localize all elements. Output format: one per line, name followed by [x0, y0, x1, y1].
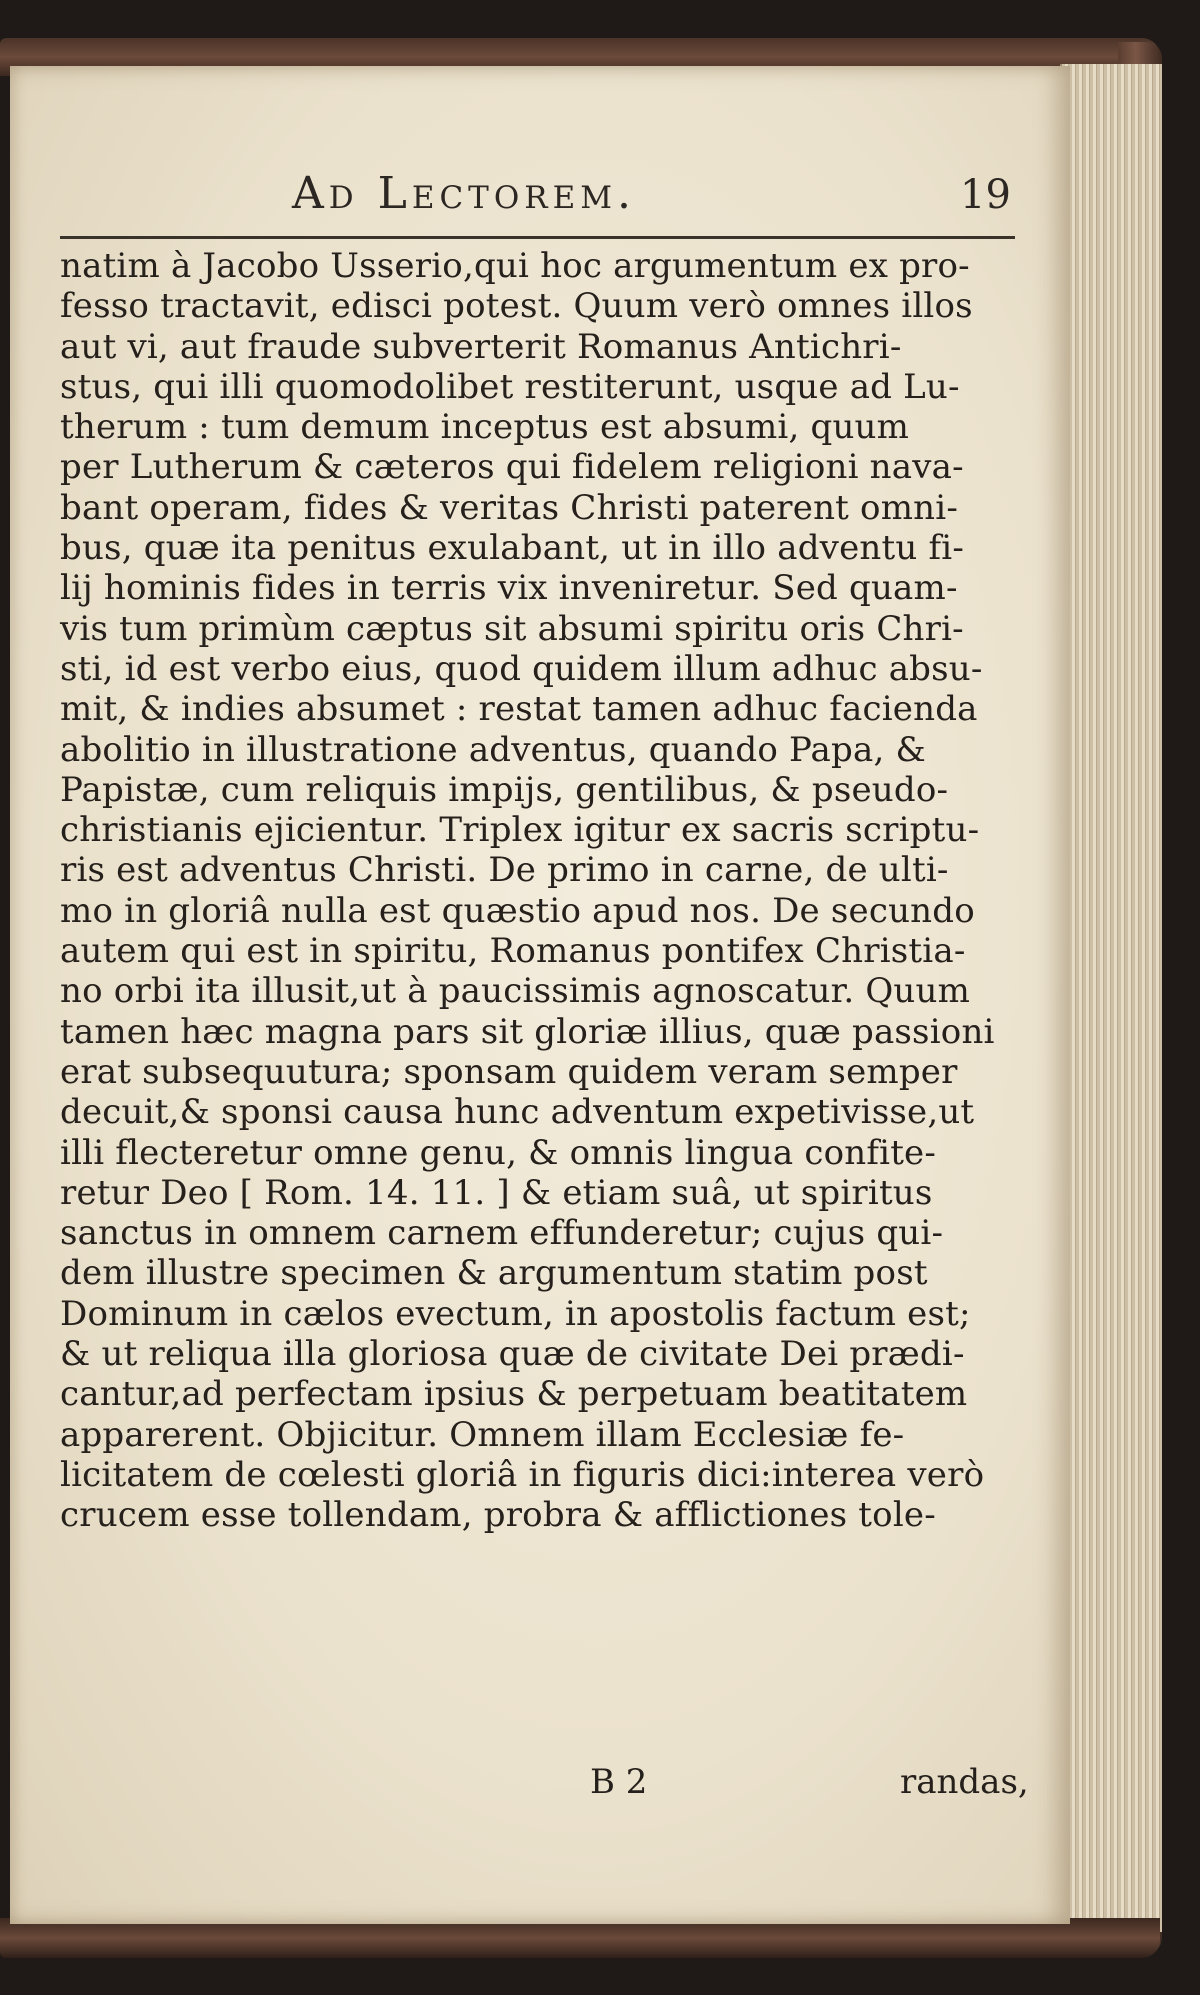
- text-line: per Lutherum & cæteros qui fidelem religioni nava-: [60, 447, 964, 488]
- header-rule: [60, 236, 1015, 239]
- text-line: bant operam, fides & veritas Christi paterent omni-: [60, 487, 959, 528]
- text-line: christianis ejicientur. Triplex igitur ex sacris scriptu-: [60, 810, 980, 851]
- text-line: cantur,ad perfectam ipsius & perpetuam beatitatem: [60, 1374, 968, 1415]
- text-line: & ut reliqua illa gloriosa quæ de civitate Dei prædi-: [60, 1334, 965, 1375]
- text-line: stus, qui illi quomodolibet restiterunt, usque ad Lu-: [60, 366, 960, 407]
- text-line: natim à Jacobo Usserio,qui hoc argumentum ex pro-: [60, 246, 970, 286]
- text-line: bus, quæ ita penitus exulabant, ut in illo adventu fi-: [60, 528, 965, 569]
- text-line: therum : tum demum inceptus est absumi, quum: [60, 407, 910, 448]
- catchword: randas,: [900, 1762, 1029, 1802]
- text-line: apparerent. Objicitur. Omnem illam Ecclesiæ fe-: [60, 1414, 905, 1455]
- text-line: illi flecteretur omne genu, & omnis lingua confite-: [60, 1132, 937, 1173]
- text-line: sanctus in omnem carnem effunderetur; cujus qui-: [60, 1213, 944, 1254]
- signature-mark: B 2: [590, 1762, 648, 1802]
- text-line: retur Deo [ Rom. 14. 11. ] & etiam suâ, ut spiritus: [60, 1172, 933, 1213]
- text-line: abolitio in illustratione adventus, quando Papa, &: [60, 729, 926, 770]
- text-line: ris est adventus Christi. De primo in carne, de ulti-: [60, 850, 949, 891]
- running-head: Ad Lectorem.: [292, 168, 636, 219]
- text-line: Papistæ, cum reliquis impijs, gentilibus, & pseudo-: [60, 769, 949, 810]
- text-line: tamen hæc magna pars sit gloriæ illius, quæ passioni: [60, 1011, 995, 1052]
- text-line: erat subsequutura; sponsam quidem veram semper: [60, 1051, 958, 1092]
- text-line: sti, id est verbo eius, quod quidem illum adhuc absu-: [60, 648, 983, 689]
- text-line: crucem esse tollendam, probra & afflictiones tole-: [60, 1495, 936, 1536]
- text-line: autem qui est in spiritu, Romanus pontifex Christia-: [60, 931, 966, 972]
- page-edges: [1060, 64, 1162, 1932]
- text-line: no orbi ita illusit,ut à paucissimis agnoscatur. Quum: [60, 971, 971, 1012]
- body-text: [60, 246, 1045, 1536]
- book-cover-bottom: [0, 1918, 1160, 1958]
- text-line: aut vi, aut fraude subverterit Romanus Antichri-: [60, 326, 902, 367]
- text-line: dem illustre specimen & argumentum statim post: [60, 1253, 928, 1294]
- text-line: decuit,& sponsi causa hunc adventum expetivisse,ut: [60, 1092, 975, 1133]
- text-line: lij hominis fides in terris vix inveniretur. Sed quam-: [60, 568, 958, 609]
- text-line: fesso tractavit, edisci potest. Quum verò omnes illos: [60, 286, 973, 327]
- text-line: mo in gloriâ nulla est quæstio apud nos. De secundo: [60, 890, 975, 931]
- text-line: Dominum in cælos evectum, in apostolis factum est;: [60, 1293, 971, 1334]
- text-line: vis tum primùm cæptus sit absumi spiritu oris Chri-: [60, 608, 964, 649]
- text-line: licitatem de cœlesti gloriâ in figuris dici:interea verò: [60, 1454, 985, 1495]
- page-footer: [60, 1762, 1045, 1802]
- text-line: mit, & indies absumet : restat tamen adhuc facienda: [60, 689, 978, 730]
- page-number: 19: [960, 172, 1011, 218]
